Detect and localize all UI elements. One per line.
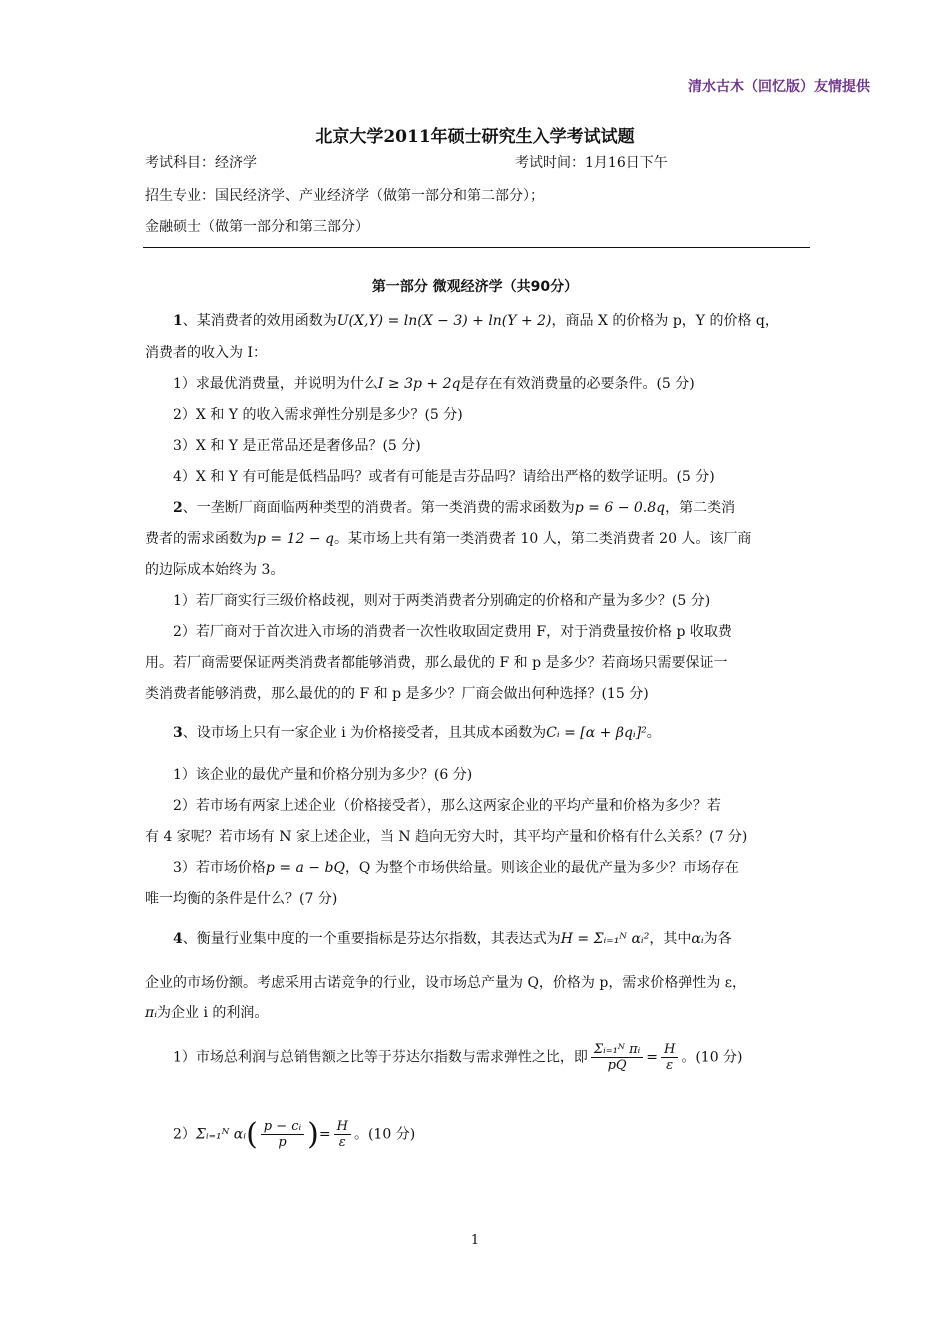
exam-time: 考试时间：1月16日下午 <box>515 155 668 171</box>
header-divider <box>143 247 810 248</box>
q2-sub-2c: 类消费者能够消费，那么最优的的 F 和 p 是多少？厂商会做出何种选择？(15 分) <box>145 686 649 702</box>
credit-line: 清水古木（回忆版）友情提供 <box>688 79 870 95</box>
q3-sub-2a: 2）若市场有两家上述企业（价格接受者），那么这两家企业的平均产量和价格为多少？若 <box>173 798 721 814</box>
q4-alpha: αᵢ <box>691 931 704 947</box>
q3-sub-1: 1）该企业的最优产量和价格分别为多少？(6 分) <box>173 767 473 783</box>
q2-line-2: 费者的需求函数为p = 12 − q。某市场上共有第一类消费者 10 人，第二类消费者 20 人。该厂商 <box>145 531 752 547</box>
q4-h-over-eps-2: $\frac{H}{\varepsilon}$ <box>334 1119 351 1150</box>
exam-subject: 考试科目：经济学 <box>145 155 257 171</box>
q3-number: 3 <box>173 725 183 741</box>
q2-demand-1: p = 6 − 0.8q <box>574 500 666 516</box>
exam-title: 北京大学2011年硕士研究生入学考试试题 <box>315 127 635 147</box>
section-title: 第一部分 微观经济学（共90分） <box>371 279 579 295</box>
q3-price-function: p = a − bQ <box>265 860 345 876</box>
q1-number: 1 <box>173 313 183 329</box>
q1-income-condition: I ≥ 3p + 2q <box>377 376 461 392</box>
q4-sub-1: 1）市场总利润与总销售额之比等于芬达尔指数与需求弹性之比，即 $\frac{\text{Σᵢ₌₁ᴺ πᵢ}}{pQ}$ = $\frac{H}{\varepsilon}$ 。(10 分) <box>173 1042 743 1073</box>
q2-line-1: 2、一垄断厂商面临两种类型的消费者。第一类消费的需求函数为p = 6 − 0.8q，第二类消 <box>173 500 736 516</box>
q2-sub-1: 1）若厂商实行三级价格歧视，则对于两类消费者分别确定的价格和产量为多少？(5 分) <box>173 593 711 609</box>
q4-sum-alpha: Σᵢ₌₁ᴺ αᵢ <box>195 1126 247 1143</box>
q3-sub-3a: 3）若市场价格p = a − bQ，Q 为整个市场供给量。则该企业的最优产量为多少？市场存在 <box>173 860 739 876</box>
q3-line-1: 3、设市场上只有一家企业 i 为价格接受者，且其成本函数为Cᵢ = [α + βqᵢ]²。 <box>173 725 661 741</box>
q1-utility-formula: U(X,Y) = ln(X − 3) + ln(Y + 2) <box>336 313 552 329</box>
q4-line-2: 企业的市场份额。考虑采用古诺竞争的行业，设市场总产量为 Q，价格为 p，需求价格弹性为 ε， <box>145 975 747 991</box>
q2-sub-2b: 用。若厂商需要保证两类消费者都能够消费，那么最优的 F 和 p 是多少？若商场只需要保证一 <box>145 655 728 671</box>
q3-sub-2b: 有 4 家呢？若市场有 N 家上述企业，当 N 趋向无穷大时，其平均产量和价格有什么关系？(7 分) <box>145 829 748 845</box>
q4-hhi-formula: H = Σᵢ₌₁ᴺ αᵢ² <box>560 931 650 947</box>
q3-sub-3b: 唯一均衡的条件是什么？(7 分) <box>145 891 338 907</box>
q1-sub-3: 3）X 和 Y 是正常品还是奢侈品？(5 分) <box>173 438 421 454</box>
exam-major-1: 招生专业：国民经济学、产业经济学（做第一部分和第二部分）； <box>145 188 544 204</box>
q4-line-3: πᵢ为企业 i 的利润。 <box>145 1005 269 1021</box>
q4-pi: πᵢ <box>145 1005 158 1021</box>
q1-line-2: 消费者的收入为 I： <box>145 345 267 361</box>
q3-cost-function: Cᵢ = [α + βqᵢ]² <box>546 725 647 741</box>
q4-line-1: 4、衡量行业集中度的一个重要指标是芬达尔指数，其表达式为H = Σᵢ₌₁ᴺ αᵢ²，其中αᵢ为各 <box>173 931 732 947</box>
exam-major-2: 金融硕士（做第一部分和第三部分） <box>145 219 369 235</box>
q1-line-1: 1、某消费者的效用函数为U(X,Y) = ln(X − 3) + ln(Y + 2)，商品 X 的价格为 p，Y 的价格 q， <box>173 313 779 329</box>
q4-number: 4 <box>173 931 183 947</box>
q4-profit-ratio: $\frac{\text{Σᵢ₌₁ᴺ πᵢ}}{pQ}$ <box>591 1042 643 1073</box>
q1-sub-1: 1）求最优消费量，并说明为什么I ≥ 3p + 2q是存在有效消费量的必要条件。(5 分) <box>173 376 695 392</box>
q4-sub-2: 2）Σᵢ₌₁ᴺ αᵢ( $\frac{\text{p − cᵢ}}{p}$ )= $\frac{H}{\varepsilon}$ 。(10 分) <box>173 1117 416 1152</box>
q2-number: 2 <box>173 500 183 516</box>
q2-demand-2: p = 12 − q <box>257 531 334 547</box>
page-number: 1 <box>470 1233 480 1248</box>
q4-h-over-eps-1: $\frac{H}{\varepsilon}$ <box>661 1042 678 1073</box>
q2-sub-2a: 2）若厂商对于首次进入市场的消费者一次性收取固定费用 F，对于消费量按价格 p 收取费 <box>173 624 732 640</box>
q1-sub-4: 4）X 和 Y 有可能是低档品吗？或者有可能是吉芬品吗？请给出严格的数学证明。(5 分) <box>173 469 715 485</box>
q4-markup: $\frac{\text{p − cᵢ}}{p}$ <box>261 1119 304 1150</box>
q1-sub-2: 2）X 和 Y 的收入需求弹性分别是多少？(5 分) <box>173 407 463 423</box>
q2-line-3: 的边际成本始终为 3。 <box>145 562 285 578</box>
